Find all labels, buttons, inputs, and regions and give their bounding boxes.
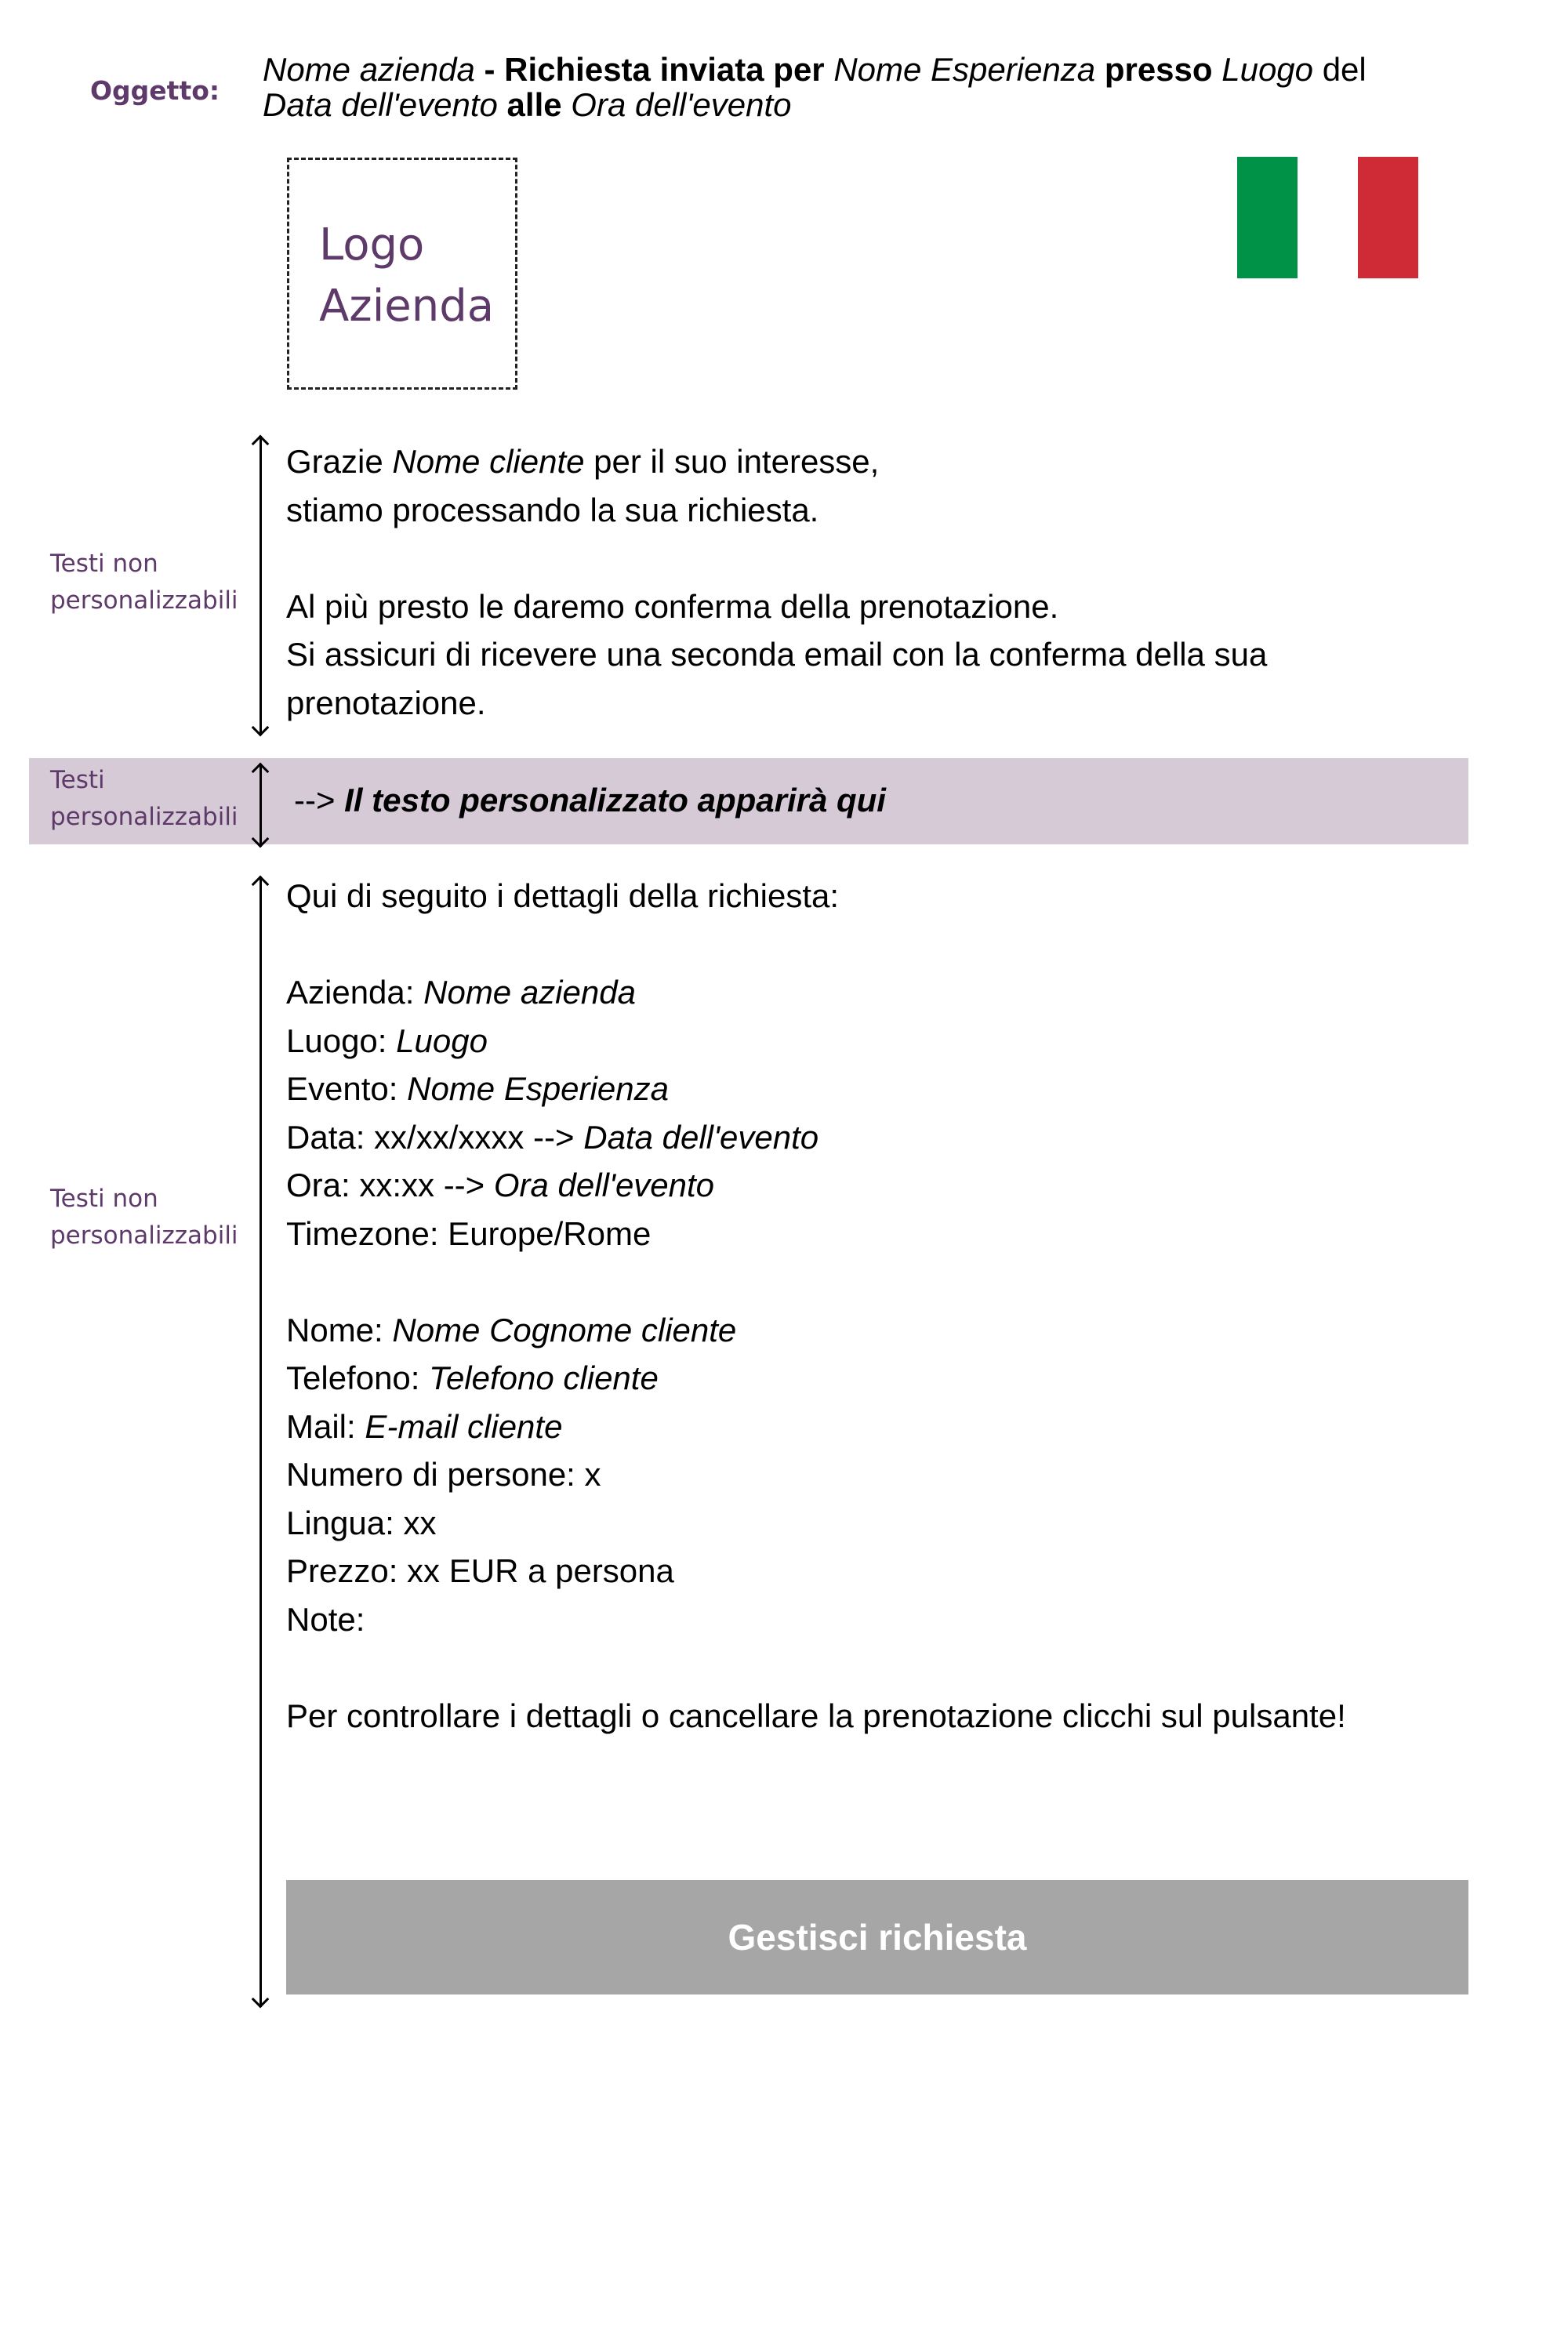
logo-line-2: Azienda bbox=[319, 281, 495, 332]
customer-name: Nome cliente bbox=[392, 443, 585, 480]
detail-luogo: Luogo: Luogo bbox=[286, 1022, 488, 1059]
subject-sep-1: - Richiesta inviata per bbox=[474, 51, 834, 88]
subject-date: Data dell'evento bbox=[263, 86, 498, 123]
detail-mail: Mail: E-mail cliente bbox=[286, 1407, 563, 1445]
custom-text-value: Il testo personalizzato apparirà qui bbox=[344, 782, 886, 818]
subject-place: Luogo bbox=[1221, 51, 1314, 88]
intro-text bbox=[286, 437, 1267, 727]
intro-line-2: stiamo processando la sua richiesta. bbox=[286, 491, 819, 528]
email-subject bbox=[263, 52, 1486, 122]
intro-line-4: Si assicuri di ricevere una seconda email con la conferma della sua bbox=[286, 636, 1268, 673]
logo-text bbox=[319, 215, 494, 337]
subject-experience: Nome Esperienza bbox=[833, 51, 1096, 88]
italy-flag-icon bbox=[1237, 157, 1419, 278]
subject-sep-3: del bbox=[1313, 51, 1367, 88]
subject-label: Oggetto: bbox=[90, 75, 220, 106]
detail-note: Note: bbox=[286, 1600, 365, 1638]
detail-ora: Ora: xx:xx --> Ora dell'evento bbox=[286, 1167, 715, 1203]
detail-data: Data: xx/xx/xxxx --> Data dell'evento bbox=[286, 1118, 819, 1156]
request-details bbox=[286, 872, 1346, 1740]
manage-request-button[interactable]: Gestisci richiesta bbox=[286, 1880, 1468, 1994]
flag-green-band bbox=[1237, 157, 1298, 278]
logo-line-1: Logo bbox=[319, 220, 425, 270]
section-arrow-custom bbox=[252, 764, 268, 847]
subject-time: Ora dell'evento bbox=[571, 86, 792, 123]
intro-line-1: Grazie Nome cliente per il suo interesse, bbox=[286, 443, 880, 480]
flag-white-band bbox=[1298, 157, 1358, 278]
detail-timezone: Timezone: Europe/Rome bbox=[286, 1214, 652, 1252]
section-arrow-intro bbox=[252, 436, 268, 735]
detail-azienda: Azienda: Nome azienda bbox=[286, 974, 636, 1011]
intro-line-3: Al più presto le daremo conferma della prenotazione. bbox=[286, 587, 1059, 625]
manage-hint: Per controllare i dettagli o cancellare la prenotazione clicchi sul pulsante! bbox=[286, 1697, 1346, 1734]
detail-prezzo: Prezzo: xx EUR a persona bbox=[286, 1552, 674, 1589]
flag-red-band bbox=[1358, 157, 1418, 278]
detail-lingua: Lingua: xx bbox=[286, 1504, 437, 1541]
details-intro: Qui di seguito i dettagli della richiesta: bbox=[286, 877, 840, 914]
intro-line-5: prenotazione. bbox=[286, 684, 486, 721]
subject-sep-2: presso bbox=[1095, 51, 1222, 88]
subject-sep-4: alle bbox=[497, 86, 572, 123]
detail-telefono: Telefono: Telefono cliente bbox=[286, 1359, 659, 1396]
detail-persone: Numero di persone: x bbox=[286, 1456, 601, 1493]
non-custom-label-details: Testi non personalizzabili bbox=[50, 1185, 238, 1250]
non-custom-label-intro: Testi non personalizzabili bbox=[50, 550, 238, 615]
detail-nome: Nome: Nome Cognome cliente bbox=[286, 1311, 737, 1348]
section-arrow-details bbox=[252, 877, 268, 2007]
company-logo-placeholder bbox=[287, 158, 517, 390]
custom-text-placeholder: --> Il testo personalizzato apparirà qui bbox=[294, 782, 886, 818]
detail-evento: Evento: Nome Esperienza bbox=[286, 1070, 669, 1107]
subject-company: Nome azienda bbox=[263, 51, 475, 88]
custom-label: Testi personalizzabili bbox=[50, 766, 238, 831]
